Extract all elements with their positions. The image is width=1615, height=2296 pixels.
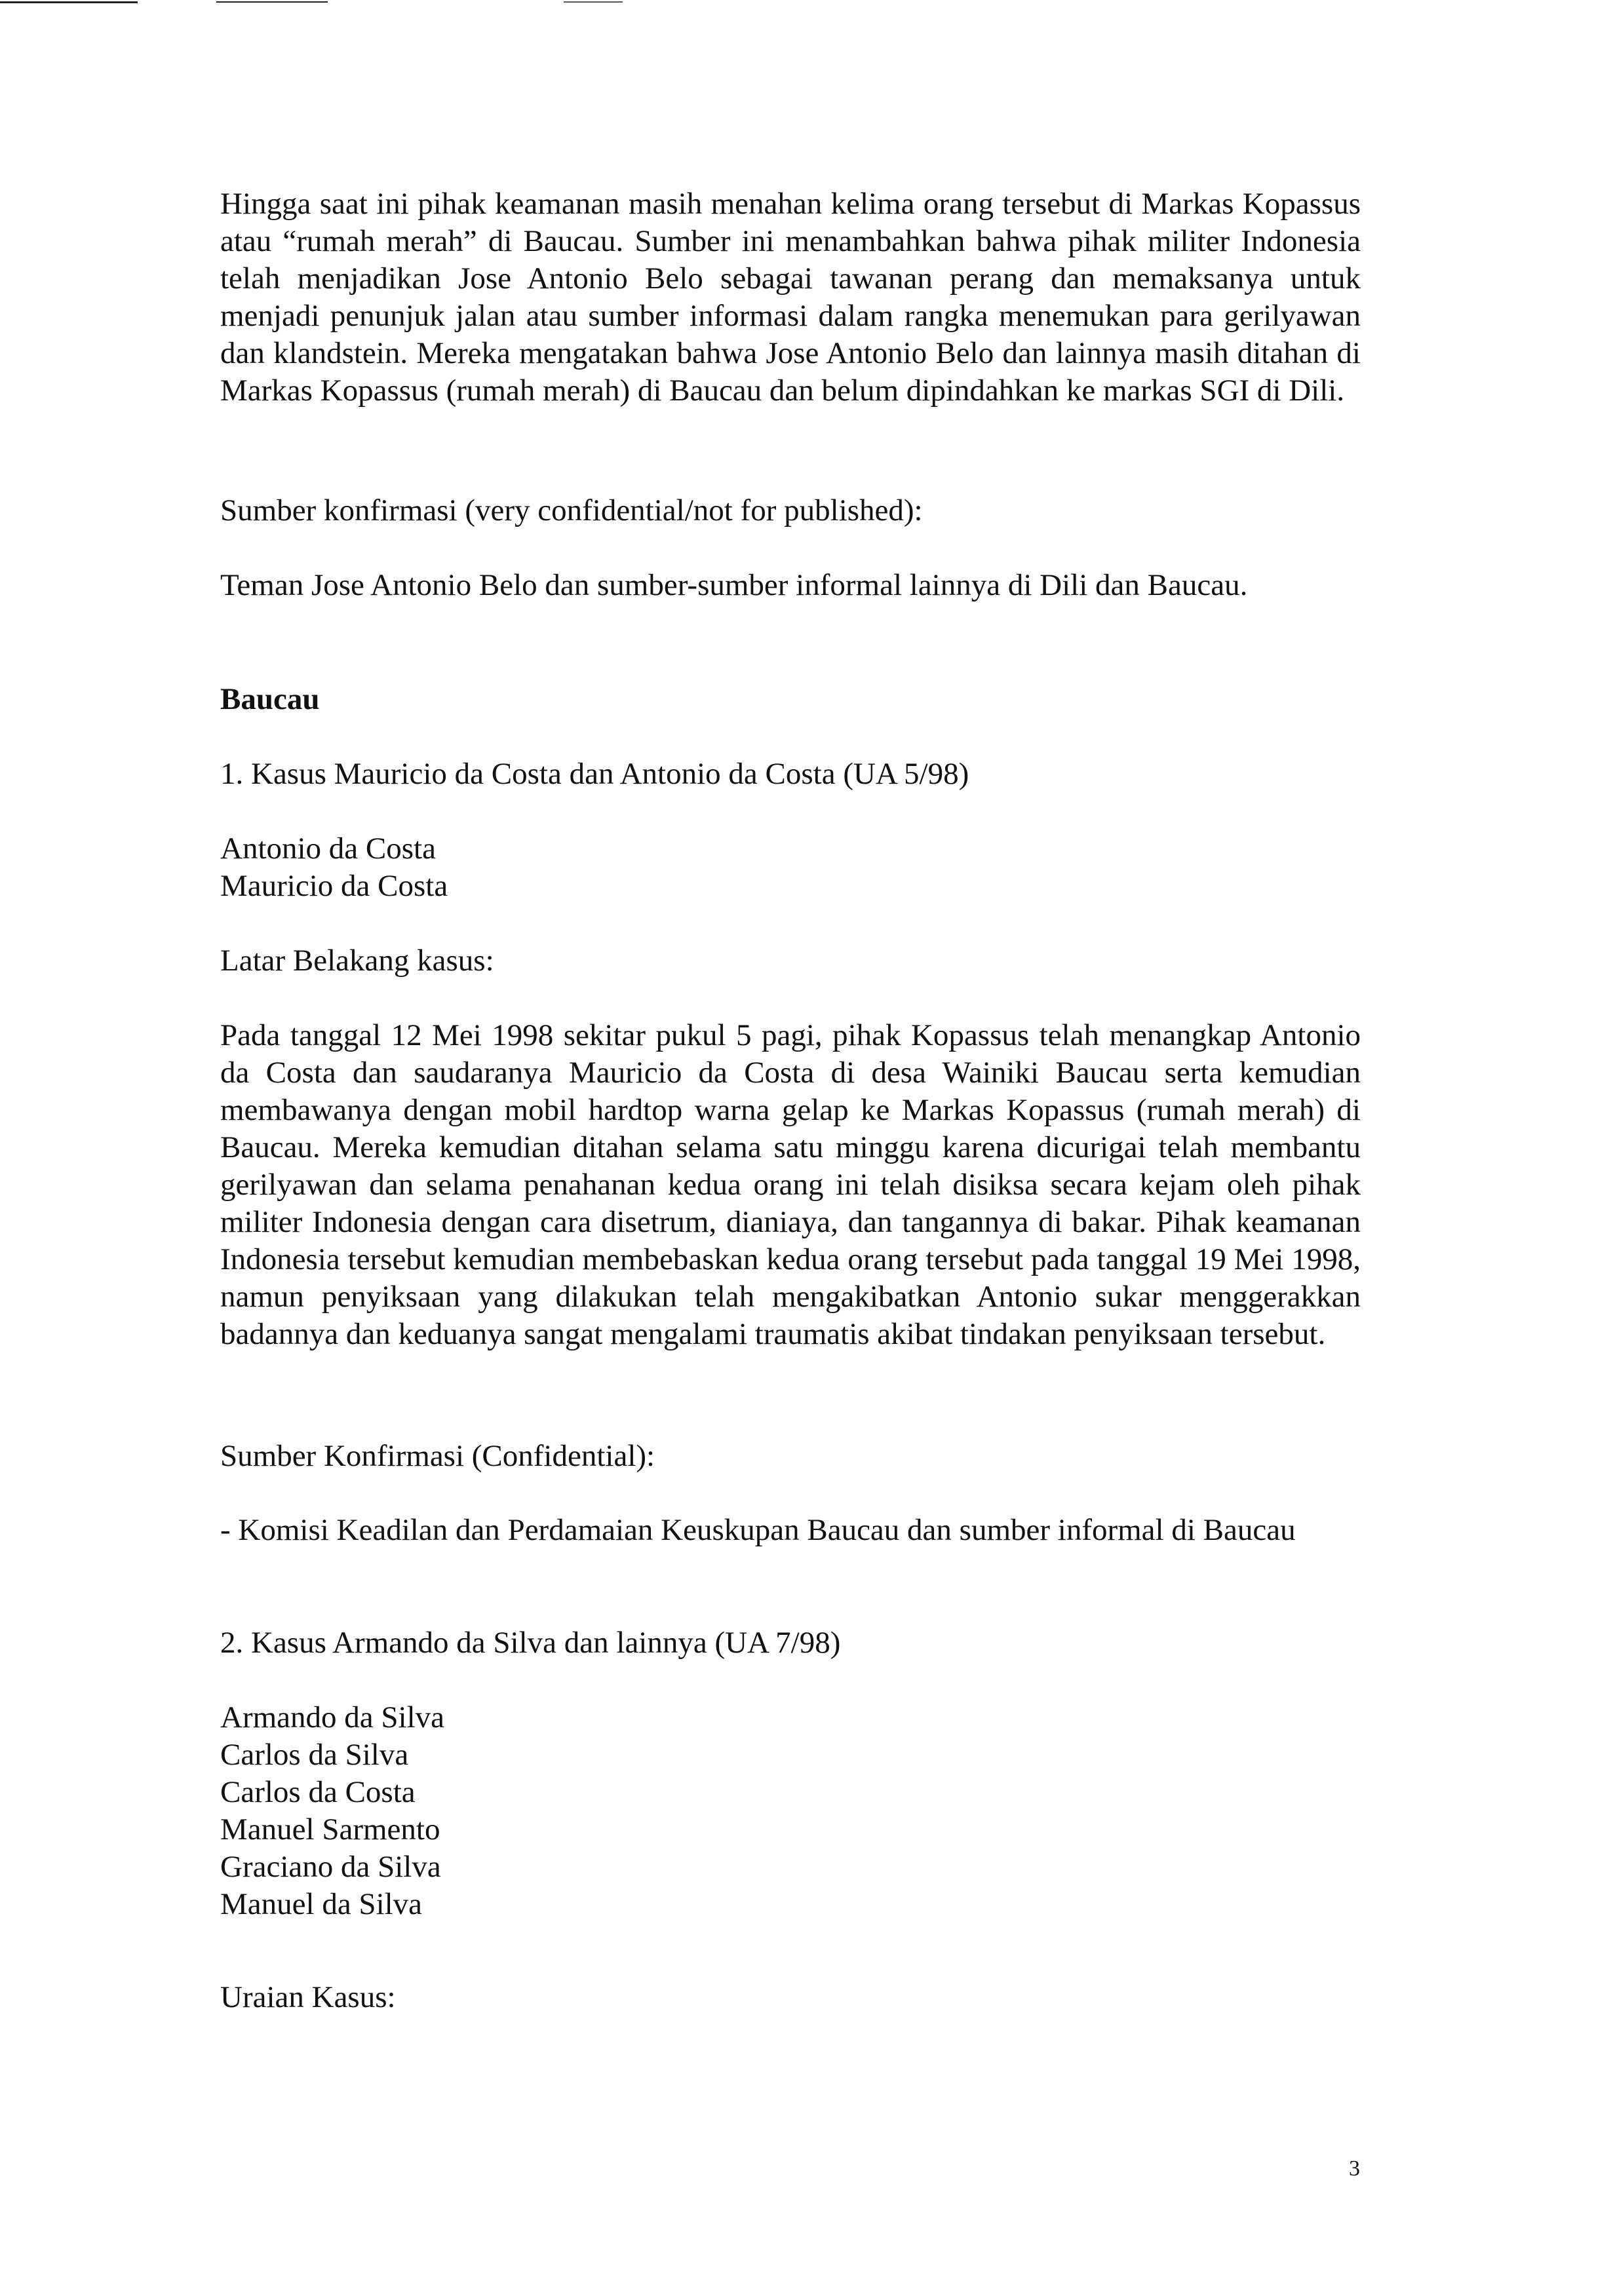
scan-artifact [0,1,138,3]
case1-name-list [220,830,448,905]
case2-name: Manuel da Silva [220,1887,423,1921]
source-label-1: Sumber konfirmasi (very confidential/not for published): [220,493,923,527]
case2-name-list [220,1699,444,1923]
case2-title: 2. Kasus Armando da Silva dan lainnya (UA 7/98) [220,1626,841,1660]
case2-name: Carlos da Costa [220,1775,416,1809]
case1-name: Mauricio da Costa [220,869,448,903]
case2-description-label: Uraian Kasus: [220,1980,396,2014]
scan-artifact [216,1,328,3]
section-heading: Baucau [220,682,320,716]
page-number: 3 [1349,2156,1360,2181]
case2-name: Carlos da Silva [220,1738,409,1772]
case2-name: Manuel Sarmento [220,1812,440,1846]
source-label-2: Sumber Konfirmasi (Confidential): [220,1439,655,1473]
scan-artifact [564,1,623,3]
intro-paragraph: Hingga saat ini pihak keamanan masih menahan kelima orang tersebut di Markas Kopassus atau “rumah merah” di Baucau. Sumber ini menambahkan bahwa pihak militer Indonesia telah menjadikan Jose Antonio Belo sebagai tawanan perang dan memaksanya untuk menjadi penunjuk jalan atau sumber informasi dalam rangka menemukan para gerilyawan dan klandstein. Mereka mengatakan bahwa Jose Antonio Belo dan lainnya masih ditahan di Markas Kopassus (rumah merah) di Baucau dan belum dipindahkan ke markas SGI di Dili. [220,187,1361,408]
case1-background-label: Latar Belakang kasus: [220,944,494,978]
case1-title: 1. Kasus Mauricio da Costa dan Antonio da Costa (UA 5/98) [220,757,969,791]
case2-name: Armando da Silva [220,1700,444,1734]
case2-name: Graciano da Silva [220,1850,441,1884]
case1-name: Antonio da Costa [220,832,436,866]
source-text-1: Teman Jose Antonio Belo dan sumber-sumber informal lainnya di Dili dan Baucau. [220,568,1248,602]
source-text-2: - Komisi Keadilan dan Perdamaian Keuskupan Baucau dan sumber informal di Baucau [220,1513,1296,1547]
case1-paragraph: Pada tanggal 12 Mei 1998 sekitar pukul 5 pagi, pihak Kopassus telah menangkap Antonio da Costa dan saudaranya Mauricio da Costa di desa Wainiki Baucau serta kemudian membawanya dengan mobil hardtop warna gelap ke Markas Kopassus (rumah merah) di Baucau. Mereka kemudian ditahan selama satu minggu karena dicurigai telah membantu gerilyawan dan selama penahanan kedua orang ini telah disiksa secara kejam oleh pihak militer Indonesia dengan cara disetrum, dianiaya, dan tangannya di bakar. Pihak keamanan Indonesia tersebut kemudian membebaskan kedua orang tersebut pada tanggal 19 Mei 1998, namun penyiksaan yang dilakukan telah mengakibatkan Antonio sukar menggerakkan badannya dan keduanya sangat mengalami traumatis akibat tindakan penyiksaan tersebut. [220,1018,1361,1351]
